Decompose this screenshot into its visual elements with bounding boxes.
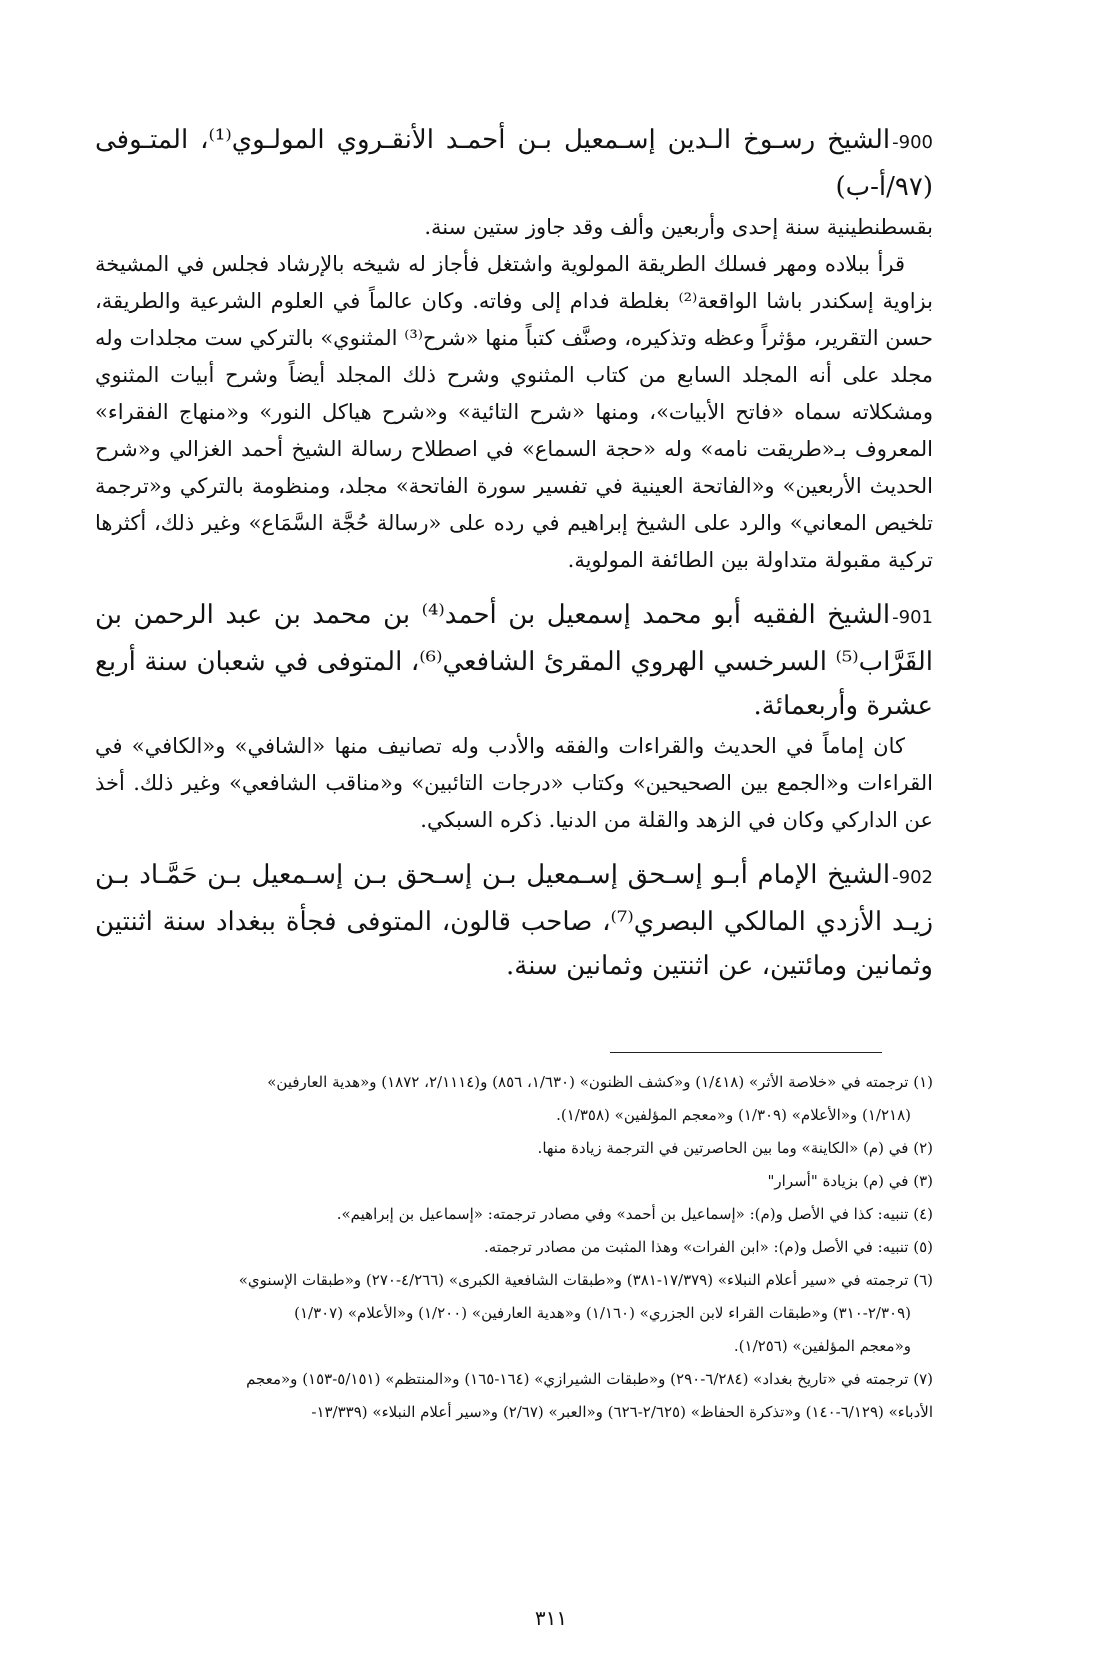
- entry-paragraph: بقسطنطينية سنة إحدى وأربعين وألف وقد جاوز ستين سنة.: [424, 215, 933, 239]
- entry-paragraph: قرأ ببلاده ومهر فسلك الطريقة المولوية واشتغل فأجاز له شيخه بالإرشاد فجلس في المشيخة بزاوية إسكندر باشا الواقعة⁽²⁾ بغلطة فدام إلى وفاته. وكان عالماً في العلوم الشرعية والطريقة، حسن التقرير، مؤثراً وعظه وتذكيره، وصنَّف كتباً منها «شرح⁽³⁾ المثنوي» بالتركي ست مجلدات وله مجلد على أنه المجلد السابع من كتاب المثنوي وشرح ذلك المجلد أيضاً وشرح أبيات المثنوي ومشكلاته سماه «فاتح الأبيات»، ومنها «شرح التائية» و«شرح هياكل النور» و«منهاج الفقراء» المعروف بـ«طريقت نامه» وله «حجة السماع» في اصطلاح رسالة الشيخ أحمد الغزالي و«شرح الحديث الأربعين» و«الفاتحة العينية في تفسير سورة الفاتحة» مجلد، ومنظومة بالتركي و«ترجمة تلخيص المعاني» والرد على الشيخ إبراهيم في رده على «رسالة حُجَّة السَّمَاع» وغير ذلك، أكثرها تركية مقبولة متداولة بين الطائفة المولوية.: [95, 252, 933, 572]
- footnote-line: (٥) تنبيه: في الأصل و(م): «ابن الفرات» وهذا المثبت من مصادر ترجمته.: [484, 1238, 933, 1256]
- entry-902: [95, 853, 933, 988]
- entry-number: 901-: [892, 607, 933, 628]
- footnote-line: (٤) تنبيه: كذا في الأصل و(م): «إسماعيل بن أحمد» وفي مصادر ترجمته: «إسماعيل بن إبراهيم».: [336, 1205, 933, 1223]
- entry-paragraph: كان إماماً في الحديث والقراءات والفقه والأدب وله تصانيف منها «الشافي» و«الكافي» في القراءات و«الجمع بين الصحيحين» وكتاب «درجات التائبين» و«مناقب الشافعي» وغير ذلك. أخذ عن الداركي وكان في الزهد والقلة من الدنيا. ذكره السبكي.: [95, 734, 933, 832]
- entry-heading: [95, 118, 933, 209]
- footnote-line: (٦) ترجمته في «سير أعلام النبلاء» (١٧/٣٧٩-٣٨١) و«طبقات الشافعية الكبرى» (٤/٢٦٦-٢٧٠) و«طبقات الإسنوي»: [238, 1271, 933, 1289]
- page-number: ٣١١: [534, 1606, 568, 1630]
- entry-number: 900-: [892, 132, 934, 153]
- entry-number: 902-: [892, 867, 933, 888]
- entry-901: [95, 593, 933, 839]
- footnote-line: (٧) ترجمته في «تاريخ بغداد» (٦/٢٨٤-٢٩٠) و«طبقات الشيرازي» (١٦٤-١٦٥) و«المنتظم» (٥/١٥١-١٥٣) و«معجم: [246, 1370, 933, 1388]
- main-text: [95, 118, 933, 1002]
- entry-heading: [95, 593, 933, 728]
- footnote-separator: [610, 1052, 882, 1053]
- entry-heading-text: الشيخ رسـوخ الـدين إسـمعيل بـن أحمـد الأنقـروي المولـوي⁽¹⁾، المتـوفى (٩٧/أ-ب): [95, 125, 933, 202]
- footnote-line: الأدباء» (٦/١٢٩-١٤٠) و«تذكرة الحفاظ» (٢/٦٢٥-٦٢٦) و«العبر» (٢/٦٧) و«سير أعلام النبلاء» (١٣/٣٣٩-: [311, 1403, 933, 1421]
- entry-heading-text: الشيخ الفقيه أبو محمد إسمعيل بن أحمد⁽⁴⁾ بن محمد بن عبد الرحمن بن القَرَّاب⁽⁵⁾ السرخسي الهروي المقرئ الشافعي⁽⁶⁾، المتوفى في شعبان سنة أربع عشرة وأربعمائة.: [95, 600, 933, 721]
- entry-900: [95, 118, 933, 579]
- footnote-line: (١/٢١٨) و«الأعلام» (١/٣٠٩) و«معجم المؤلفين» (١/٣٥٨).: [556, 1106, 911, 1124]
- footnote-line: و«معجم المؤلفين» (١/٢٥٦).: [733, 1337, 911, 1355]
- footnote-line: (٢) في (م) «الكاينة» وما بين الحاصرتين في الترجمة زيادة منها.: [537, 1139, 933, 1157]
- footnote-line: (٣) في (م) بزيادة "أسرار": [767, 1172, 933, 1190]
- entry-heading-text: الشيخ الإمام أبـو إسـحق إسـمعيل بـن إسـحق بـن إسـمعيل بـن حَمَّـاد بـن زيـد الأزدي المالكي البصري⁽⁷⁾، صاحب قالون، المتوفى فجأة ببغداد سنة اثنتين وثمانين ومائتين، عن اثنتين وثمانين سنة.: [95, 860, 933, 981]
- footnotes: [95, 1066, 933, 1429]
- entry-heading: [95, 853, 933, 988]
- footnote-line: (٢/٣٠٩-٣١٠) و«طبقات القراء لابن الجزري» (١/١٦٠) و«هدية العارفين» (١/٢٠٠) و«الأعلام» (١/٣٠٧): [294, 1304, 911, 1322]
- footnote-line: (١) ترجمته في «خلاصة الأثر» (١/٤١٨) و«كشف الظنون» (١/٦٣٠، ٨٥٦) و(٢/١١١٤، ١٨٧٢) و«هدية العارفين»: [267, 1073, 933, 1091]
